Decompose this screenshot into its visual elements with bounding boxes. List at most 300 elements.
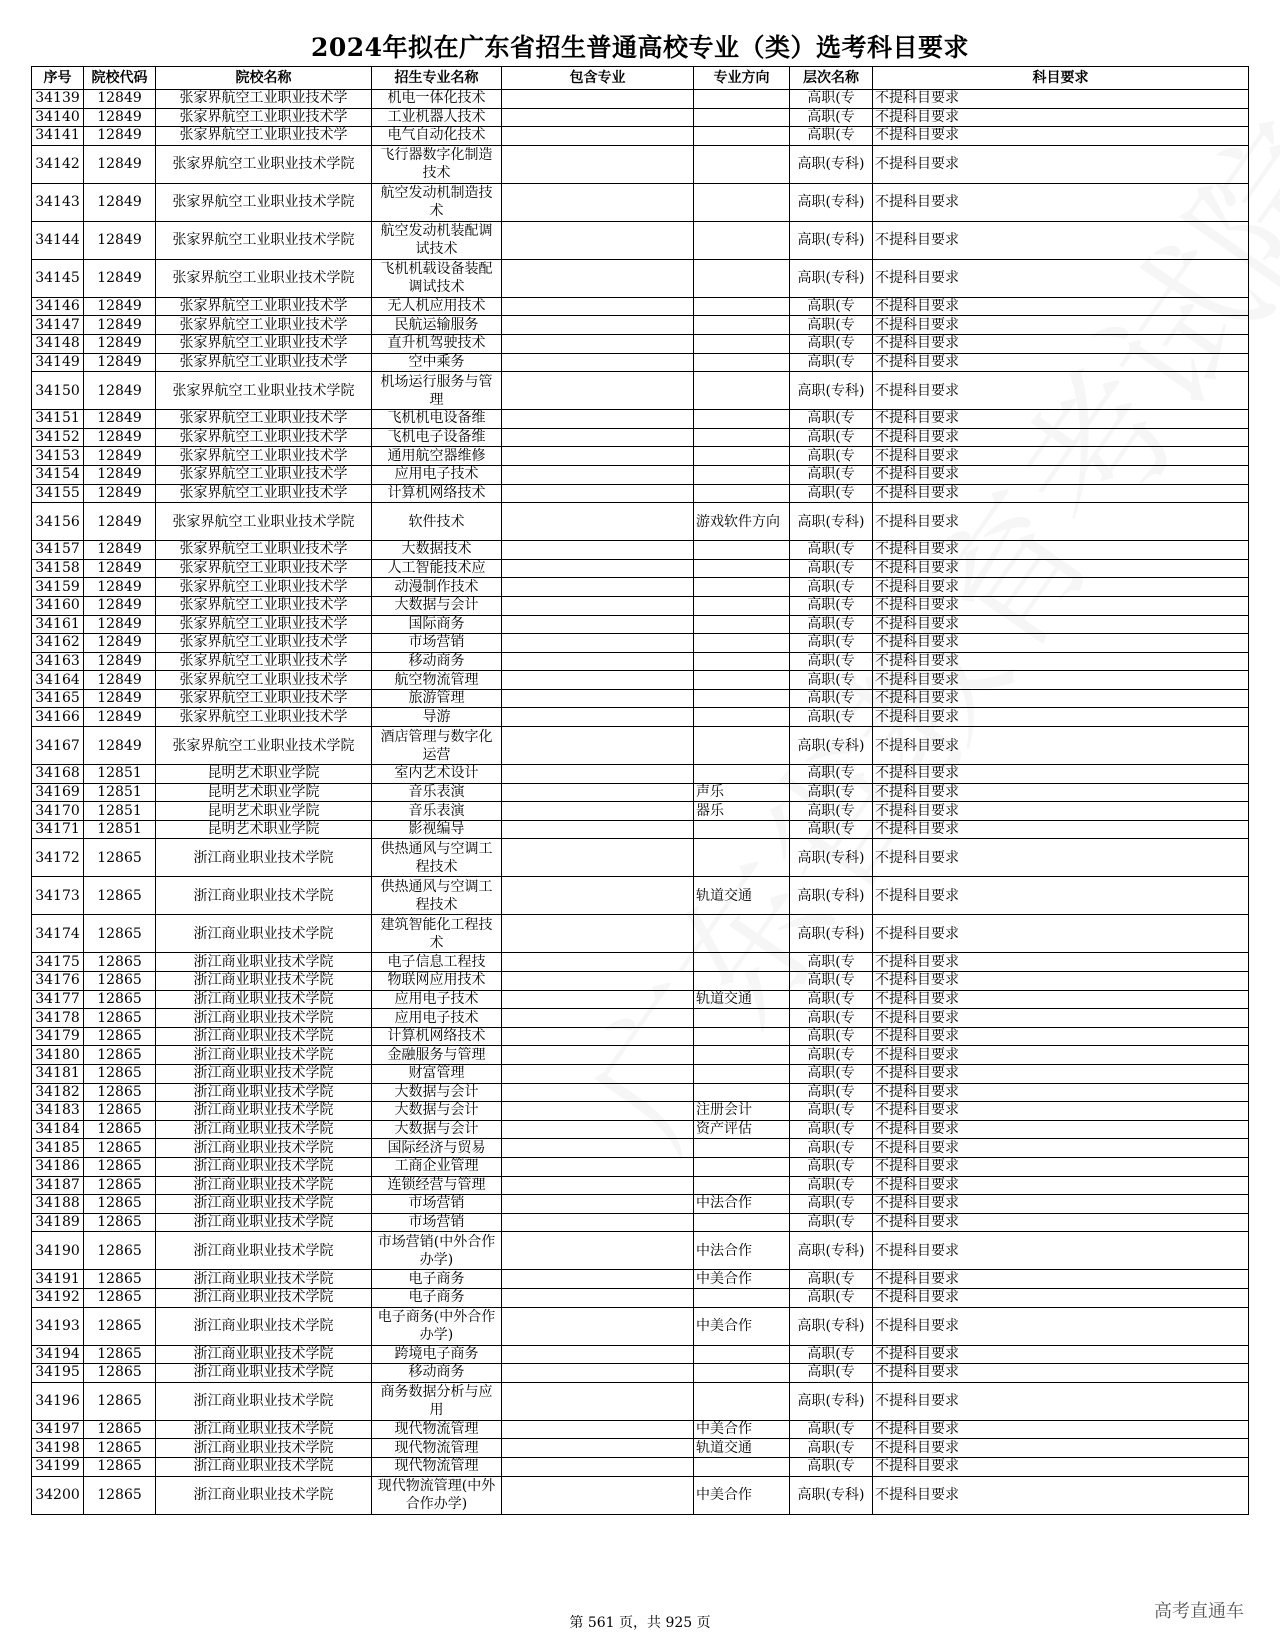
cell-major-direction bbox=[694, 1139, 790, 1158]
cell-seq: 34160 bbox=[32, 596, 84, 615]
cell-seq: 34186 bbox=[32, 1157, 84, 1176]
cell-seq: 34140 bbox=[32, 108, 84, 127]
table-row bbox=[32, 1139, 1249, 1158]
cell-level: 高职(专 bbox=[790, 484, 873, 503]
cell-level: 高职(专科) bbox=[790, 221, 873, 259]
header-school-code: 院校代码 bbox=[84, 67, 156, 90]
cell-included-majors bbox=[502, 183, 694, 221]
cell-seq: 34188 bbox=[32, 1195, 84, 1214]
cell-level: 高职(专 bbox=[790, 1439, 873, 1458]
cell-included-majors bbox=[502, 372, 694, 410]
cell-level: 高职(专 bbox=[790, 1457, 873, 1476]
cell-level: 高职(专 bbox=[790, 1139, 873, 1158]
brand-logo-text: 高考直通车 bbox=[1154, 1601, 1244, 1622]
cell-level: 高职(专 bbox=[790, 1120, 873, 1139]
cell-level: 高职(专科) bbox=[790, 183, 873, 221]
cell-school-name: 昆明艺术职业学院 bbox=[156, 802, 372, 821]
cell-subject-requirement: 不提科目要求 bbox=[873, 1382, 1249, 1420]
cell-school-name: 浙江商业职业技术学院 bbox=[156, 1157, 372, 1176]
cell-seq: 34182 bbox=[32, 1083, 84, 1102]
cell-major-name: 无人机应用技术 bbox=[372, 297, 502, 316]
cell-major-name: 供热通风与空调工程技术 bbox=[372, 839, 502, 877]
cell-subject-requirement: 不提科目要求 bbox=[873, 990, 1249, 1009]
cell-level: 高职(专 bbox=[790, 783, 873, 802]
cell-included-majors bbox=[502, 1139, 694, 1158]
cell-school-name: 张家界航空工业职业技术学 bbox=[156, 689, 372, 708]
cell-seq: 34147 bbox=[32, 316, 84, 335]
table-row bbox=[32, 1345, 1249, 1364]
cell-subject-requirement: 不提科目要求 bbox=[873, 1120, 1249, 1139]
cell-seq: 34175 bbox=[32, 953, 84, 972]
cell-major-name: 飞机电子设备维 bbox=[372, 428, 502, 447]
cell-major-direction bbox=[694, 1027, 790, 1046]
cell-included-majors bbox=[502, 783, 694, 802]
cell-school-name: 浙江商业职业技术学院 bbox=[156, 1382, 372, 1420]
table-row bbox=[32, 127, 1249, 146]
cell-seq: 34192 bbox=[32, 1288, 84, 1307]
cell-seq: 34200 bbox=[32, 1476, 84, 1514]
cell-included-majors bbox=[502, 1157, 694, 1176]
cell-major-name: 航空物流管理 bbox=[372, 671, 502, 690]
cell-seq: 34178 bbox=[32, 1009, 84, 1028]
cell-school-code: 12851 bbox=[84, 765, 156, 784]
cell-major-name: 旅游管理 bbox=[372, 689, 502, 708]
cell-included-majors bbox=[502, 316, 694, 335]
cell-school-name: 浙江商业职业技术学院 bbox=[156, 915, 372, 953]
cell-level: 高职(专 bbox=[790, 559, 873, 578]
header-seq: 序号 bbox=[32, 67, 84, 90]
cell-level: 高职(专 bbox=[790, 1345, 873, 1364]
cell-included-majors bbox=[502, 727, 694, 765]
cell-major-name: 通用航空器维修 bbox=[372, 447, 502, 466]
cell-seq: 34151 bbox=[32, 410, 84, 429]
cell-major-direction bbox=[694, 316, 790, 335]
table-row bbox=[32, 652, 1249, 671]
cell-level: 高职(专科) bbox=[790, 1307, 873, 1345]
cell-included-majors bbox=[502, 1009, 694, 1028]
cell-school-name: 张家界航空工业职业技术学院 bbox=[156, 727, 372, 765]
cell-level: 高职(专科) bbox=[790, 877, 873, 915]
cell-subject-requirement: 不提科目要求 bbox=[873, 1476, 1249, 1514]
cell-school-name: 昆明艺术职业学院 bbox=[156, 765, 372, 784]
cell-school-code: 12865 bbox=[84, 1307, 156, 1345]
cell-major-direction bbox=[694, 727, 790, 765]
cell-included-majors bbox=[502, 877, 694, 915]
cell-included-majors bbox=[502, 1083, 694, 1102]
cell-subject-requirement: 不提科目要求 bbox=[873, 953, 1249, 972]
cell-school-name: 浙江商业职业技术学院 bbox=[156, 1139, 372, 1158]
cell-seq: 34161 bbox=[32, 615, 84, 634]
cell-subject-requirement: 不提科目要求 bbox=[873, 820, 1249, 839]
cell-seq: 34168 bbox=[32, 765, 84, 784]
cell-school-code: 12849 bbox=[84, 259, 156, 297]
cell-school-code: 12865 bbox=[84, 1176, 156, 1195]
cell-major-direction bbox=[694, 447, 790, 466]
cell-subject-requirement: 不提科目要求 bbox=[873, 1195, 1249, 1214]
cell-major-direction bbox=[694, 1157, 790, 1176]
cell-level: 高职(专 bbox=[790, 972, 873, 991]
table-row bbox=[32, 802, 1249, 821]
cell-school-name: 张家界航空工业职业技术学 bbox=[156, 596, 372, 615]
cell-subject-requirement: 不提科目要求 bbox=[873, 877, 1249, 915]
cell-subject-requirement: 不提科目要求 bbox=[873, 334, 1249, 353]
cell-major-name: 大数据与会计 bbox=[372, 1083, 502, 1102]
cell-level: 高职(专科) bbox=[790, 727, 873, 765]
table-row bbox=[32, 1195, 1249, 1214]
cell-major-name: 室内艺术设计 bbox=[372, 765, 502, 784]
cell-school-code: 12865 bbox=[84, 1345, 156, 1364]
cell-school-code: 12865 bbox=[84, 1476, 156, 1514]
cell-subject-requirement: 不提科目要求 bbox=[873, 1420, 1249, 1439]
cell-major-direction: 中美合作 bbox=[694, 1270, 790, 1289]
cell-major-name: 电子商务(中外合作办学) bbox=[372, 1307, 502, 1345]
cell-major-direction: 声乐 bbox=[694, 783, 790, 802]
table-row bbox=[32, 484, 1249, 503]
cell-seq: 34169 bbox=[32, 783, 84, 802]
cell-school-code: 12865 bbox=[84, 1102, 156, 1121]
cell-school-code: 12849 bbox=[84, 727, 156, 765]
cell-school-name: 张家界航空工业职业技术学 bbox=[156, 634, 372, 653]
table-header-row bbox=[32, 67, 1249, 90]
cell-level: 高职(专科) bbox=[790, 503, 873, 541]
cell-major-direction bbox=[694, 1083, 790, 1102]
cell-subject-requirement: 不提科目要求 bbox=[873, 1065, 1249, 1084]
cell-included-majors bbox=[502, 259, 694, 297]
cell-major-direction bbox=[694, 652, 790, 671]
cell-school-name: 张家界航空工业职业技术学 bbox=[156, 127, 372, 146]
cell-level: 高职(专 bbox=[790, 316, 873, 335]
cell-level: 高职(专 bbox=[790, 334, 873, 353]
cell-major-direction bbox=[694, 578, 790, 597]
table-row bbox=[32, 1439, 1249, 1458]
cell-major-direction bbox=[694, 372, 790, 410]
cell-school-code: 12865 bbox=[84, 990, 156, 1009]
table-row bbox=[32, 820, 1249, 839]
cell-school-name: 浙江商业职业技术学院 bbox=[156, 1213, 372, 1232]
cell-major-name: 建筑智能化工程技术 bbox=[372, 915, 502, 953]
cell-school-name: 浙江商业职业技术学院 bbox=[156, 990, 372, 1009]
cell-included-majors bbox=[502, 428, 694, 447]
cell-level: 高职(专 bbox=[790, 1213, 873, 1232]
cell-included-majors bbox=[502, 689, 694, 708]
cell-school-name: 张家界航空工业职业技术学 bbox=[156, 334, 372, 353]
cell-seq: 34174 bbox=[32, 915, 84, 953]
cell-major-direction bbox=[694, 1065, 790, 1084]
cell-seq: 34162 bbox=[32, 634, 84, 653]
cell-school-name: 浙江商业职业技术学院 bbox=[156, 1027, 372, 1046]
cell-included-majors bbox=[502, 410, 694, 429]
cell-level: 高职(专科) bbox=[790, 1382, 873, 1420]
cell-school-name: 浙江商业职业技术学院 bbox=[156, 1176, 372, 1195]
cell-included-majors bbox=[502, 541, 694, 560]
cell-seq: 34170 bbox=[32, 802, 84, 821]
cell-subject-requirement: 不提科目要求 bbox=[873, 972, 1249, 991]
cell-major-direction: 轨道交通 bbox=[694, 1439, 790, 1458]
cell-included-majors bbox=[502, 1120, 694, 1139]
cell-school-code: 12851 bbox=[84, 802, 156, 821]
table-row bbox=[32, 559, 1249, 578]
table-row bbox=[32, 877, 1249, 915]
cell-included-majors bbox=[502, 108, 694, 127]
cell-school-name: 浙江商业职业技术学院 bbox=[156, 1420, 372, 1439]
cell-major-name: 市场营销 bbox=[372, 1195, 502, 1214]
cell-school-code: 12849 bbox=[84, 127, 156, 146]
cell-major-name: 空中乘务 bbox=[372, 353, 502, 372]
cell-subject-requirement: 不提科目要求 bbox=[873, 559, 1249, 578]
cell-major-direction bbox=[694, 108, 790, 127]
cell-included-majors bbox=[502, 447, 694, 466]
cell-subject-requirement: 不提科目要求 bbox=[873, 447, 1249, 466]
cell-subject-requirement: 不提科目要求 bbox=[873, 1046, 1249, 1065]
table-row bbox=[32, 972, 1249, 991]
table-row bbox=[32, 765, 1249, 784]
cell-subject-requirement: 不提科目要求 bbox=[873, 578, 1249, 597]
cell-subject-requirement: 不提科目要求 bbox=[873, 297, 1249, 316]
cell-school-name: 浙江商业职业技术学院 bbox=[156, 1476, 372, 1514]
cell-included-majors bbox=[502, 353, 694, 372]
table-row bbox=[32, 1420, 1249, 1439]
cell-seq: 34193 bbox=[32, 1307, 84, 1345]
cell-school-code: 12865 bbox=[84, 1195, 156, 1214]
cell-school-code: 12865 bbox=[84, 1382, 156, 1420]
table-row bbox=[32, 221, 1249, 259]
cell-school-name: 张家界航空工业职业技术学 bbox=[156, 428, 372, 447]
cell-major-name: 国际商务 bbox=[372, 615, 502, 634]
cell-major-name: 工业机器人技术 bbox=[372, 108, 502, 127]
cell-major-direction bbox=[694, 259, 790, 297]
cell-school-name: 张家界航空工业职业技术学 bbox=[156, 108, 372, 127]
cell-included-majors bbox=[502, 1288, 694, 1307]
cell-included-majors bbox=[502, 1195, 694, 1214]
cell-major-direction: 注册会计 bbox=[694, 1102, 790, 1121]
cell-included-majors bbox=[502, 1439, 694, 1458]
cell-school-name: 张家界航空工业职业技术学 bbox=[156, 316, 372, 335]
cell-level: 高职(专 bbox=[790, 765, 873, 784]
cell-school-name: 浙江商业职业技术学院 bbox=[156, 1270, 372, 1289]
cell-school-code: 12849 bbox=[84, 541, 156, 560]
cell-level: 高职(专 bbox=[790, 708, 873, 727]
cell-major-direction bbox=[694, 765, 790, 784]
cell-school-name: 浙江商业职业技术学院 bbox=[156, 972, 372, 991]
cell-subject-requirement: 不提科目要求 bbox=[873, 145, 1249, 183]
table-row bbox=[32, 428, 1249, 447]
cell-school-code: 12849 bbox=[84, 297, 156, 316]
cell-level: 高职(专 bbox=[790, 1009, 873, 1028]
cell-seq: 34189 bbox=[32, 1213, 84, 1232]
cell-included-majors bbox=[502, 802, 694, 821]
cell-level: 高职(专 bbox=[790, 1046, 873, 1065]
cell-seq: 34164 bbox=[32, 671, 84, 690]
cell-school-code: 12849 bbox=[84, 316, 156, 335]
cell-seq: 34144 bbox=[32, 221, 84, 259]
cell-major-direction bbox=[694, 334, 790, 353]
cell-major-name: 电子商务 bbox=[372, 1270, 502, 1289]
cell-major-direction bbox=[694, 127, 790, 146]
cell-subject-requirement: 不提科目要求 bbox=[873, 183, 1249, 221]
table-row bbox=[32, 727, 1249, 765]
cell-seq: 34143 bbox=[32, 183, 84, 221]
cell-major-name: 市场营销 bbox=[372, 1213, 502, 1232]
header-school-name: 院校名称 bbox=[156, 67, 372, 90]
cell-seq: 34197 bbox=[32, 1420, 84, 1439]
cell-included-majors bbox=[502, 1307, 694, 1345]
cell-major-name: 动漫制作技术 bbox=[372, 578, 502, 597]
cell-level: 高职(专 bbox=[790, 1027, 873, 1046]
table-row bbox=[32, 783, 1249, 802]
cell-seq: 34176 bbox=[32, 972, 84, 991]
cell-subject-requirement: 不提科目要求 bbox=[873, 465, 1249, 484]
cell-school-name: 浙江商业职业技术学院 bbox=[156, 1065, 372, 1084]
cell-major-name: 应用电子技术 bbox=[372, 465, 502, 484]
cell-seq: 34139 bbox=[32, 90, 84, 109]
cell-seq: 34150 bbox=[32, 372, 84, 410]
cell-school-name: 浙江商业职业技术学院 bbox=[156, 1102, 372, 1121]
table-row bbox=[32, 1232, 1249, 1270]
cell-subject-requirement: 不提科目要求 bbox=[873, 634, 1249, 653]
cell-major-direction bbox=[694, 915, 790, 953]
cell-school-code: 12849 bbox=[84, 634, 156, 653]
cell-major-name: 移动商务 bbox=[372, 652, 502, 671]
table-row bbox=[32, 1009, 1249, 1028]
cell-included-majors bbox=[502, 127, 694, 146]
cell-school-name: 张家界航空工业职业技术学 bbox=[156, 652, 372, 671]
cell-school-name: 张家界航空工业职业技术学 bbox=[156, 541, 372, 560]
table-row bbox=[32, 410, 1249, 429]
cell-school-code: 12849 bbox=[84, 183, 156, 221]
cell-major-direction: 中法合作 bbox=[694, 1195, 790, 1214]
table-row bbox=[32, 1307, 1249, 1345]
cell-included-majors bbox=[502, 1270, 694, 1289]
table-row bbox=[32, 615, 1249, 634]
cell-major-direction bbox=[694, 1382, 790, 1420]
cell-school-code: 12865 bbox=[84, 1232, 156, 1270]
cell-included-majors bbox=[502, 1345, 694, 1364]
cell-major-name: 大数据与会计 bbox=[372, 1120, 502, 1139]
table-row bbox=[32, 1457, 1249, 1476]
cell-school-code: 12865 bbox=[84, 1364, 156, 1383]
cell-level: 高职(专 bbox=[790, 108, 873, 127]
cell-school-name: 张家界航空工业职业技术学院 bbox=[156, 503, 372, 541]
cell-level: 高职(专 bbox=[790, 634, 873, 653]
cell-seq: 34198 bbox=[32, 1439, 84, 1458]
cell-major-direction: 资产评估 bbox=[694, 1120, 790, 1139]
cell-seq: 34146 bbox=[32, 297, 84, 316]
cell-subject-requirement: 不提科目要求 bbox=[873, 596, 1249, 615]
cell-school-name: 浙江商业职业技术学院 bbox=[156, 877, 372, 915]
cell-major-name: 影视编导 bbox=[372, 820, 502, 839]
cell-seq: 34153 bbox=[32, 447, 84, 466]
table-row bbox=[32, 1027, 1249, 1046]
cell-major-direction bbox=[694, 839, 790, 877]
cell-seq: 34155 bbox=[32, 484, 84, 503]
cell-subject-requirement: 不提科目要求 bbox=[873, 127, 1249, 146]
cell-subject-requirement: 不提科目要求 bbox=[873, 1270, 1249, 1289]
cell-seq: 34166 bbox=[32, 708, 84, 727]
cell-school-code: 12865 bbox=[84, 1439, 156, 1458]
cell-level: 高职(专 bbox=[790, 297, 873, 316]
cell-level: 高职(专 bbox=[790, 1083, 873, 1102]
cell-level: 高职(专 bbox=[790, 596, 873, 615]
cell-subject-requirement: 不提科目要求 bbox=[873, 1457, 1249, 1476]
cell-school-code: 12865 bbox=[84, 972, 156, 991]
cell-subject-requirement: 不提科目要求 bbox=[873, 765, 1249, 784]
cell-seq: 34159 bbox=[32, 578, 84, 597]
table-row bbox=[32, 1083, 1249, 1102]
cell-school-name: 浙江商业职业技术学院 bbox=[156, 1457, 372, 1476]
cell-subject-requirement: 不提科目要求 bbox=[873, 1083, 1249, 1102]
cell-school-name: 张家界航空工业职业技术学 bbox=[156, 708, 372, 727]
table-row bbox=[32, 1065, 1249, 1084]
cell-seq: 34154 bbox=[32, 465, 84, 484]
cell-school-code: 12849 bbox=[84, 708, 156, 727]
cell-major-direction bbox=[694, 972, 790, 991]
cell-major-name: 电气自动化技术 bbox=[372, 127, 502, 146]
table-row bbox=[32, 634, 1249, 653]
cell-major-name: 大数据技术 bbox=[372, 541, 502, 560]
cell-level: 高职(专 bbox=[790, 90, 873, 109]
cell-subject-requirement: 不提科目要求 bbox=[873, 1009, 1249, 1028]
cell-subject-requirement: 不提科目要求 bbox=[873, 1102, 1249, 1121]
cell-subject-requirement: 不提科目要求 bbox=[873, 541, 1249, 560]
cell-school-code: 12865 bbox=[84, 1139, 156, 1158]
cell-school-name: 张家界航空工业职业技术学 bbox=[156, 90, 372, 109]
cell-school-code: 12865 bbox=[84, 915, 156, 953]
cell-major-direction bbox=[694, 1457, 790, 1476]
cell-major-direction bbox=[694, 634, 790, 653]
cell-subject-requirement: 不提科目要求 bbox=[873, 1139, 1249, 1158]
cell-level: 高职(专 bbox=[790, 465, 873, 484]
table-row bbox=[32, 1213, 1249, 1232]
cell-school-name: 浙江商业职业技术学院 bbox=[156, 1439, 372, 1458]
cell-school-code: 12849 bbox=[84, 689, 156, 708]
cell-seq: 34184 bbox=[32, 1120, 84, 1139]
cell-school-code: 12865 bbox=[84, 953, 156, 972]
cell-major-direction bbox=[694, 1213, 790, 1232]
table-row bbox=[32, 541, 1249, 560]
cell-major-name: 国际经济与贸易 bbox=[372, 1139, 502, 1158]
cell-level: 高职(专科) bbox=[790, 145, 873, 183]
cell-level: 高职(专 bbox=[790, 1420, 873, 1439]
cell-subject-requirement: 不提科目要求 bbox=[873, 259, 1249, 297]
cell-subject-requirement: 不提科目要求 bbox=[873, 1288, 1249, 1307]
table-row bbox=[32, 708, 1249, 727]
cell-included-majors bbox=[502, 708, 694, 727]
cell-major-direction bbox=[694, 145, 790, 183]
cell-level: 高职(专 bbox=[790, 1157, 873, 1176]
cell-major-name: 金融服务与管理 bbox=[372, 1046, 502, 1065]
cell-seq: 34194 bbox=[32, 1345, 84, 1364]
cell-seq: 34152 bbox=[32, 428, 84, 447]
table-row bbox=[32, 353, 1249, 372]
cell-school-name: 昆明艺术职业学院 bbox=[156, 783, 372, 802]
cell-subject-requirement: 不提科目要求 bbox=[873, 839, 1249, 877]
cell-school-code: 12849 bbox=[84, 578, 156, 597]
cell-included-majors bbox=[502, 765, 694, 784]
cell-level: 高职(专科) bbox=[790, 839, 873, 877]
table-row bbox=[32, 1046, 1249, 1065]
cell-major-direction bbox=[694, 671, 790, 690]
cell-major-name: 人工智能技术应 bbox=[372, 559, 502, 578]
cell-school-code: 12849 bbox=[84, 484, 156, 503]
cell-school-code: 12865 bbox=[84, 1288, 156, 1307]
cell-seq: 34167 bbox=[32, 727, 84, 765]
cell-school-code: 12865 bbox=[84, 1213, 156, 1232]
cell-major-name: 音乐表演 bbox=[372, 802, 502, 821]
cell-school-code: 12849 bbox=[84, 221, 156, 259]
cell-school-name: 昆明艺术职业学院 bbox=[156, 820, 372, 839]
header-major-direction: 专业方向 bbox=[694, 67, 790, 90]
cell-school-name: 张家界航空工业职业技术学院 bbox=[156, 221, 372, 259]
